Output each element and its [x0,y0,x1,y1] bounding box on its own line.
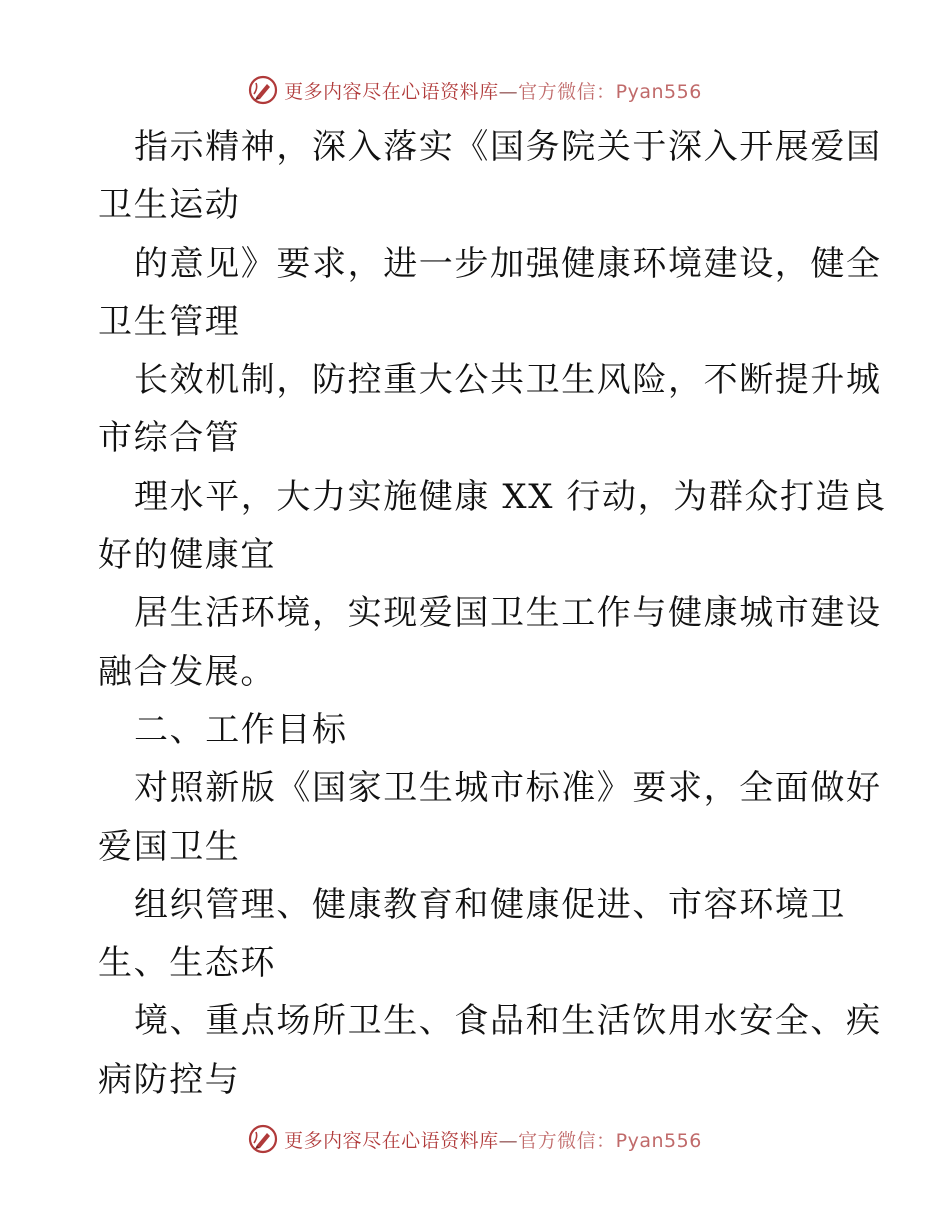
body-line: 居生活环境，实现爱国卫生工作与健康城市建设 [134,593,882,634]
body-line: 好的健康宜 [98,535,276,576]
section-heading: 二、工作目标 [134,709,348,750]
header-banner-text [284,77,702,104]
body-line: 融合发展。 [98,651,276,692]
body-line: 长效机制，防控重大公共卫生风险，不断提升城 [134,360,882,401]
header-banner-title: 更多内容尽在心语资料库 [284,80,499,103]
document-body [98,118,887,1109]
body-line: 理水平，大力实施健康 XX 行动，为群众打造良 [134,476,887,517]
footer-banner [0,1119,950,1159]
footer-banner-wechat: 官方微信：Pyan556 [518,1129,702,1152]
body-line: 指示精神，深入落实《国务院关于深入开展爱国 [134,127,882,167]
body-line: 爱国卫生 [98,826,241,867]
pen-logo-icon [248,75,278,105]
body-line: 的意见》要求，进一步加强健康环境建设，健全 [134,243,882,284]
body-line: 生、生态环 [98,943,276,984]
footer-banner-text [284,1126,702,1153]
header-banner [0,70,950,110]
pen-logo-icon [248,1124,278,1154]
body-line: 组织管理、健康教育和健康促进、市容环境卫 [134,884,846,925]
body-line: 市综合管 [98,418,241,459]
footer-banner-separator: — [498,1129,519,1152]
body-line: 病防控与 [98,1059,241,1100]
header-banner-separator: — [498,80,519,103]
body-line: 境、重点场所卫生、食品和生活饮用水安全、疾 [134,1001,882,1042]
header-banner-wechat: 官方微信：Pyan556 [518,80,702,103]
body-line: 对照新版《国家卫生城市标准》要求，全面做好 [134,768,882,809]
body-line: 卫生运动 [98,185,241,226]
footer-banner-title: 更多内容尽在心语资料库 [284,1129,499,1152]
body-line: 卫生管理 [98,301,241,342]
